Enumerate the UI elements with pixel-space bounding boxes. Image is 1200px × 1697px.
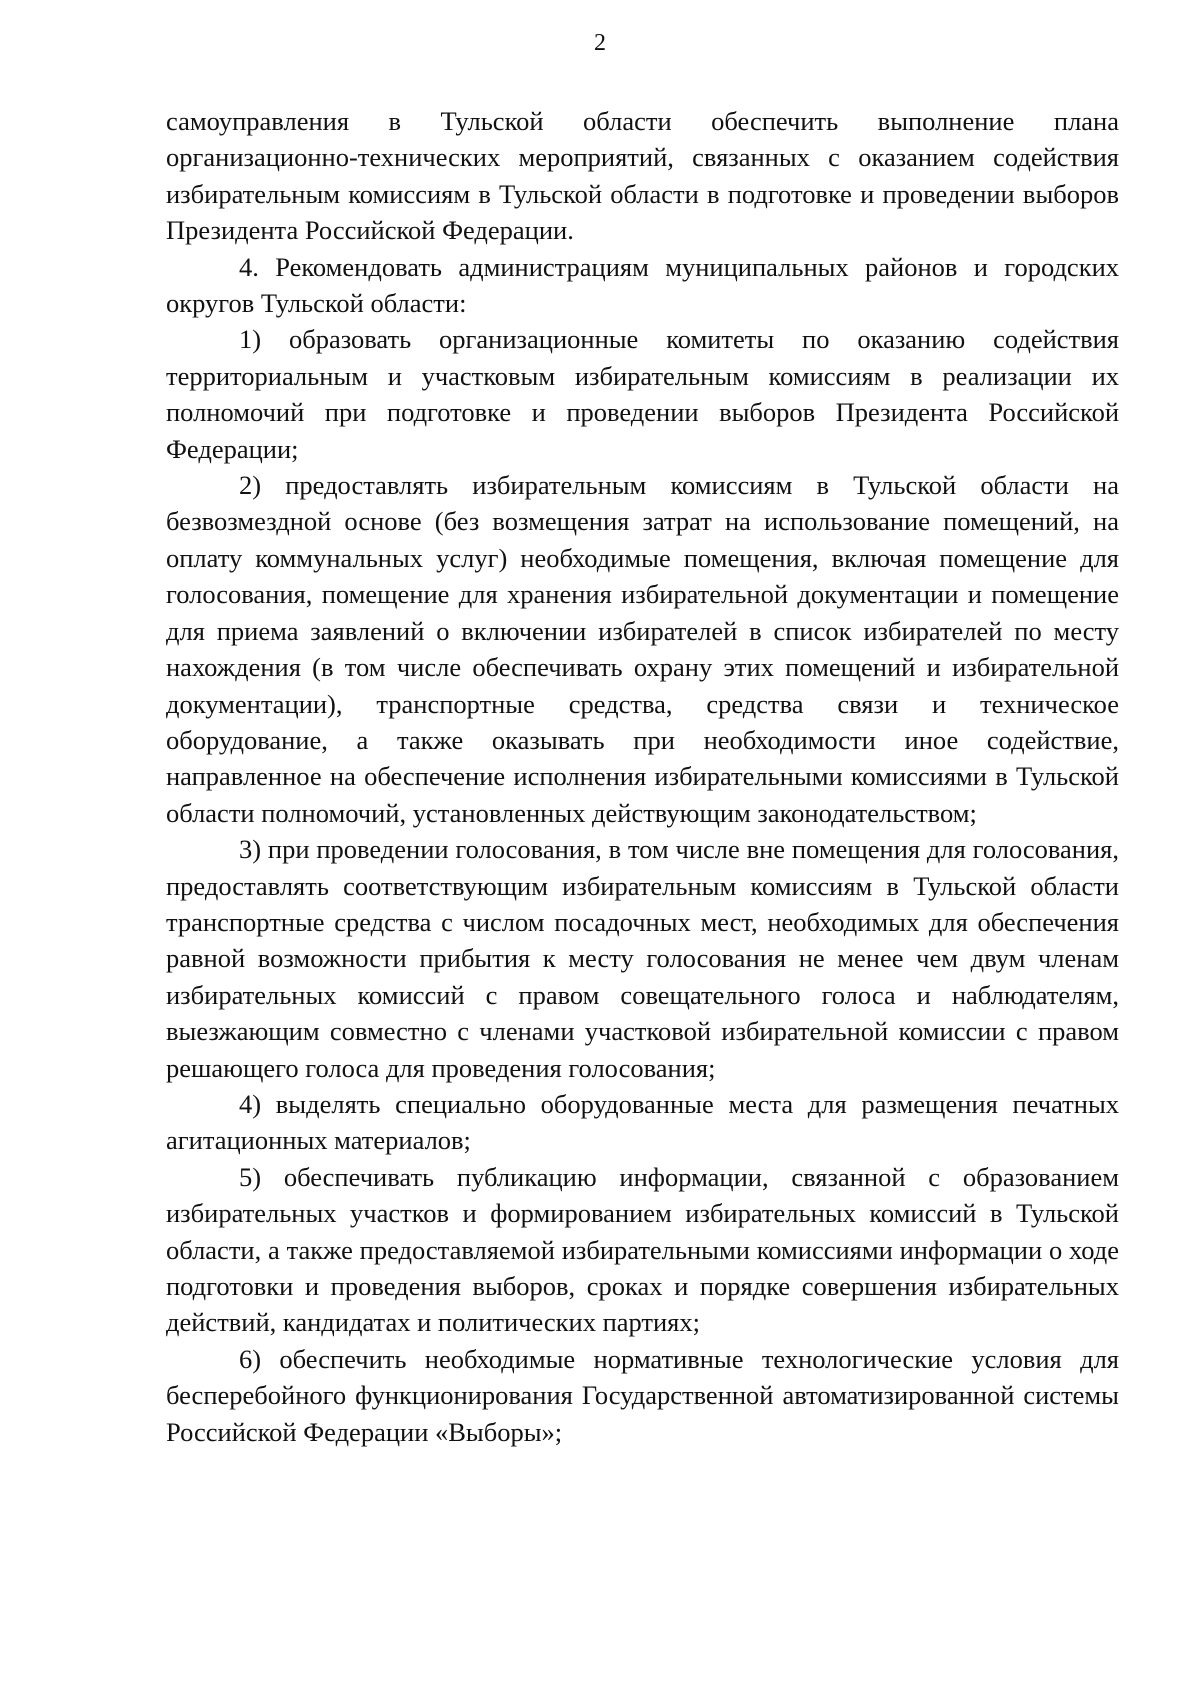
page-number: 2 <box>594 30 606 56</box>
paragraph-subitem-4: 4) выделять специально оборудованные места для размещения печатных агитационных материалов; <box>166 1088 1119 1156</box>
document-body <box>166 103 1119 1450</box>
paragraph-subitem-5: 5) обеспечивать публикацию информации, связанной с образованием избирательных участков и формированием избирательных комиссий в Тульской области, а также предоставляемой избирательными комиссиями информации о ходе подготовки и проведения выборов, сроках и порядке совершения избирательных действий, кандидатах и политических партиях; <box>166 1161 1119 1338</box>
paragraph-subitem-3: 3) при проведении голосования, в том числе вне помещения для голосования, предоставлять соответствующим избирательным комиссиям в Тульской области транспортные средства с числом посадочных мест, необходимых для обеспечения равной возможности прибытия к месту голосования не менее чем двум членам избирательных комиссий с правом совещательного голоса и наблюдателям, выезжающим совместно с членами участковой избирательной комиссии с правом решающего голоса для проведения голосования; <box>166 834 1119 1083</box>
paragraph-subitem-2: 2) предоставлять избирательным комиссиям в Тульской области на безвозмездной основе (без возмещения затрат на использование помещений, на оплату коммунальных услуг) необходимые помещения, включая помещение для голосования, помещение для хранения избирательной документации и помещение для приема заявлений о включении избирателей в список избирателей по месту нахождения (в том числе обеспечивать охрану этих помещений и избирательной документации), транспортные средства, средства связи и техническое оборудование, а также оказывать при необходимости иное содействие, направленное на обеспечение исполнения избирательными комиссиями в Тульской области полномочий, установленных действующим законодательством; <box>166 470 1119 828</box>
paragraph-subitem-6: 6) обеспечить необходимые нормативные технологические условия для бесперебойного функционирования Государственной автоматизированной системы Российской Федерации «Выборы»; <box>166 1343 1119 1447</box>
paragraph-continuation: самоуправления в Тульской области обеспечить выполнение плана организационно-технических мероприятий, связанных с оказанием содействия избирательным комиссиям в Тульской области в подготовке и проведении выборов Президента Российской Федерации. <box>166 106 1119 246</box>
paragraph-subitem-1: 1) образовать организационные комитеты по оказанию содействия территориальным и участковым избирательным комиссиям в реализации их полномочий при подготовке и проведении выборов Президента Российской Федерации; <box>166 324 1119 464</box>
paragraph-item-4: 4. Рекомендовать администрациям муниципальных районов и городских округов Тульской области: <box>166 251 1119 319</box>
